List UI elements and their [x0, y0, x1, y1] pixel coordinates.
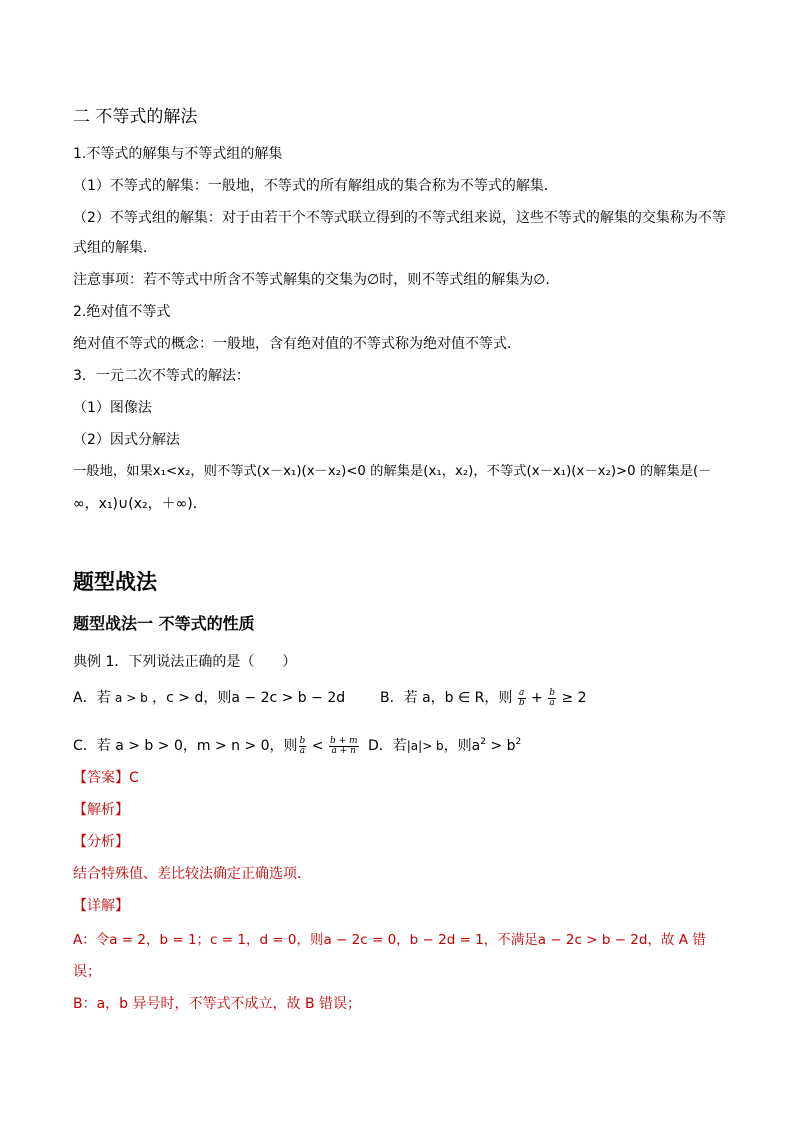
answer-tag: 【答案】: [73, 770, 129, 786]
section-two-title: 二 不等式的解法: [73, 107, 198, 127]
text-line: 一般地，如果x₁<x₂，则不等式(x－x₁)(x－x₂)<0 的解集是(x₁，x₂)，不等式(x－x₁)(x－x₂)>0 的解集是(－: [73, 464, 712, 479]
text-line: （2）因式分解法: [73, 432, 180, 448]
option-a: A．若 a > b ，c > d，则a − 2c > b − 2d: [73, 690, 346, 706]
option-b: B．若 a，b ∈ R，则 $\frac{a}{b}$ + $\frac{b}{a}$ ≥ 2: [380, 687, 587, 708]
text-line: 3．一元二次不等式的解法：: [73, 368, 250, 384]
fenxi-text: 结合特殊值、差比较法确定正确选项．: [73, 866, 311, 882]
fenxi-tag: 【分析】: [73, 834, 129, 850]
option-d: D．若|a|> b，则$a^2 > b^2$: [367, 737, 522, 754]
answer-value: C: [129, 770, 139, 786]
analysis-tag: 【解析】: [73, 802, 129, 818]
example-question: 典例 1．下列说法正确的是（ ）: [73, 654, 297, 670]
detail-line-b: B：a，b 异号时，不等式不成立，故 B 错误；: [73, 996, 362, 1012]
text-line: （2）不等式组的解集：对于由若干个不等式联立得到的不等式组来说，这些不等式的解集的交集称为不等: [73, 210, 726, 226]
detail-tag: 【详解】: [73, 898, 129, 914]
tactics-subheading: 题型战法一 不等式的性质: [73, 614, 255, 633]
options-row-ab: [73, 688, 587, 708]
text-line: 1.不等式的解集与不等式组的解集: [73, 146, 283, 162]
fraction: $\frac{b}{a}$: [549, 687, 555, 708]
tactics-heading: 题型战法: [73, 570, 157, 594]
text-line: 2.绝对值不等式: [73, 304, 171, 320]
fraction: $\frac{a}{b}$: [518, 687, 525, 708]
option-c: C．若 a > b > 0，m > n > 0，则 $\frac{b}{a}$ < $\frac{b + m}{a + n}$: [73, 735, 358, 756]
text-line: （1）图像法: [73, 400, 152, 416]
fraction: $\frac{b + m}{a + n}$: [329, 735, 358, 756]
text-line: 绝对值不等式的概念：一般地，含有绝对值的不等式称为绝对值不等式．: [73, 336, 521, 352]
options-row-cd: [73, 732, 521, 756]
text-line: 注意事项：若不等式中所含不等式解集的交集为∅时，则不等式组的解集为∅.: [73, 272, 550, 288]
answer-line: [73, 768, 139, 788]
text-line: ∞，x₁)∪(x₂，＋∞)．: [73, 496, 207, 512]
text-line: （1）不等式的解集：一般地，不等式的所有解组成的集合称为不等式的解集．: [73, 178, 558, 194]
fraction: $\frac{b}{a}$: [299, 735, 306, 756]
detail-line-a: A：令a = 2，b = 1；c = 1，d = 0，则a − 2c = 0，b − 2d = 1，不满足a − 2c > b − 2d，故 A 错: [73, 932, 706, 948]
detail-line-a-cont: 误；: [73, 964, 101, 980]
text-line: 式组的解集．: [73, 240, 157, 256]
